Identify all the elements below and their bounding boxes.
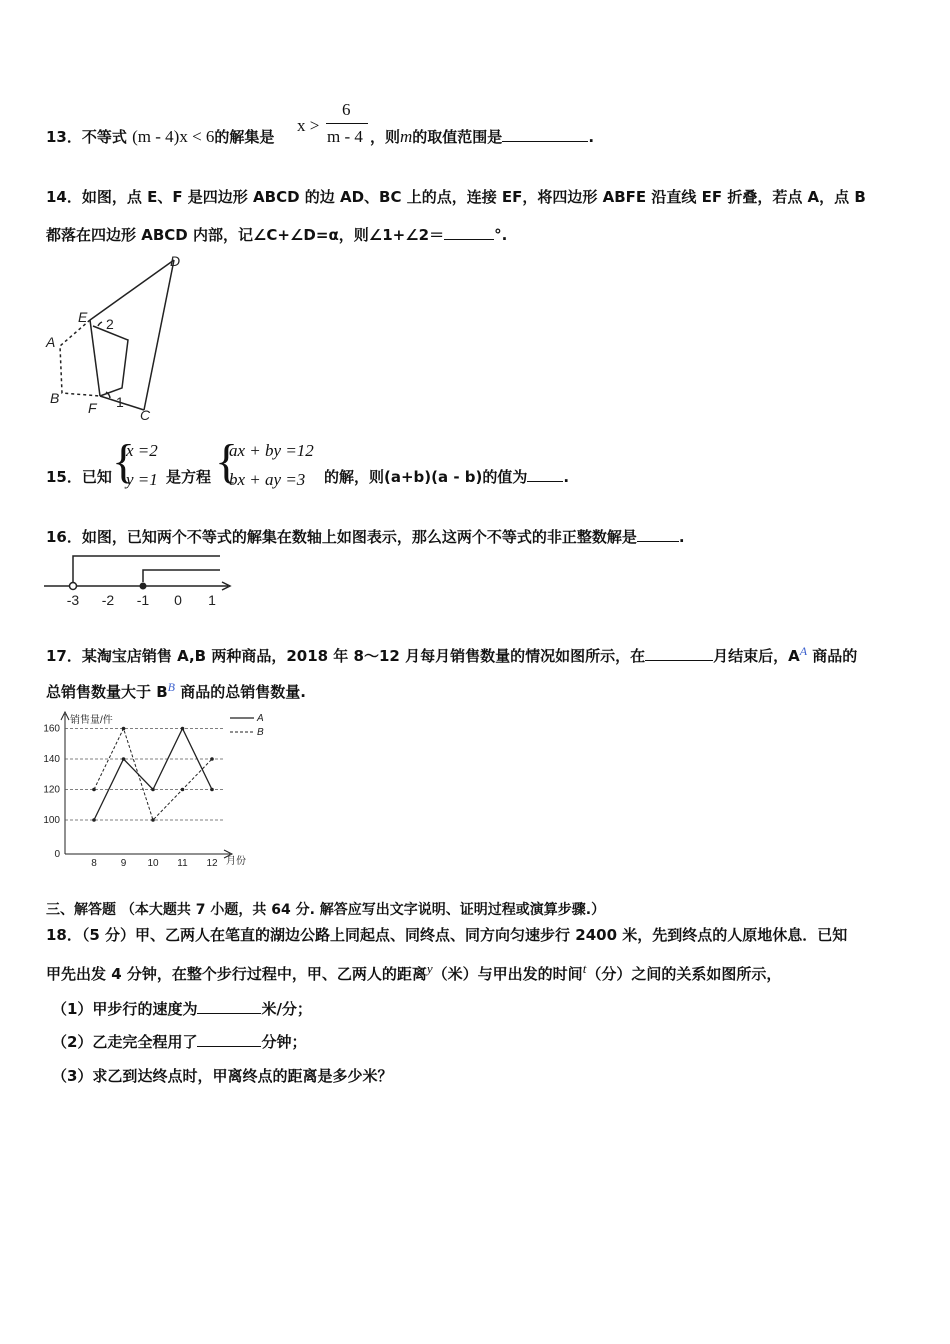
q17-line-2 bbox=[46, 680, 306, 702]
edge-DC bbox=[144, 260, 174, 410]
q15-system2-eq2: bx + ay =3 bbox=[229, 470, 306, 489]
q18-line-1: 18．（5 分）甲、乙两人在笔直的湖边公路上同起点、同终点、同方向匀速步行 2400 米，先到终点的人原地休息．已知 bbox=[46, 926, 848, 944]
y-tick-label-0: 0 bbox=[54, 849, 60, 860]
q13-tail bbox=[370, 126, 594, 147]
q16-text: 16．如图，已知两个不等式的解集在数轴上如图表示，那么这两个不等式的非正整数解是 bbox=[46, 528, 637, 546]
series-A-line bbox=[94, 729, 212, 821]
series-A-point-12 bbox=[210, 788, 214, 792]
x-tick-label-8: 8 bbox=[91, 858, 97, 869]
q17-text-1a: 17．某淘宝店销售 A,B 两种商品，2018 年 8～12 月每月销售数量的情况如图所示，在 bbox=[46, 647, 646, 665]
x-tick-label-10: 10 bbox=[147, 858, 159, 869]
q16-number-line bbox=[40, 550, 240, 610]
q18-part-1-unit: 米/分； bbox=[261, 1000, 312, 1018]
q18-part-1-text: （1）甲步行的速度为 bbox=[52, 1000, 198, 1018]
q13-fraction-numerator: 6 bbox=[342, 100, 351, 119]
question-13 bbox=[46, 126, 274, 147]
q13-text-1: 不等式 bbox=[81, 128, 127, 146]
q15-system2-eq1: ax + by =12 bbox=[229, 441, 314, 460]
tick-label-1: 1 bbox=[208, 592, 216, 608]
q18-part-2-unit: 分钟； bbox=[261, 1033, 307, 1051]
q16-answer-blank[interactable] bbox=[637, 527, 679, 542]
q13-solution-lhs: x > bbox=[297, 116, 320, 135]
q13-var-m: m bbox=[400, 127, 413, 146]
solution-set-1-bracket bbox=[73, 556, 220, 582]
edge-ED bbox=[90, 260, 174, 320]
section-3-heading: 三、解答题 （本大题共 7 小题，共 64 分. 解答应写出文字说明、证明过程或演算步骤.） bbox=[46, 902, 606, 918]
q17-sup-a: A bbox=[799, 644, 808, 658]
y-tick-label-160: 160 bbox=[43, 723, 60, 735]
label-D: D bbox=[170, 253, 181, 269]
original-edges-dashed bbox=[60, 320, 100, 396]
series-A-point-9 bbox=[122, 757, 126, 761]
q15-number: 15．已知 bbox=[46, 468, 112, 486]
q18-text-2c: （分）之间的关系如图所示， bbox=[586, 965, 782, 983]
q15-brace-1: { bbox=[112, 435, 136, 488]
x-tick-label-9: 9 bbox=[120, 858, 127, 869]
x-axis-label: 月份 bbox=[226, 856, 246, 867]
q15-system1-eq1: x =2 bbox=[126, 441, 158, 460]
q13-text-3: ，则 bbox=[370, 128, 401, 146]
solution-set-2-bracket bbox=[143, 570, 220, 582]
q18-var-t: t bbox=[582, 961, 587, 976]
q13-end: . bbox=[588, 128, 595, 146]
y-axis-label: 销售量/件 bbox=[70, 715, 113, 726]
q14-text-2b: °. bbox=[494, 226, 508, 244]
label-B: B bbox=[50, 390, 60, 406]
q15-end: . bbox=[563, 468, 570, 486]
x-tick-label-11: 11 bbox=[177, 858, 188, 869]
q13-inequality: (m - 4)x < 6 bbox=[132, 127, 215, 146]
label-1: 1 bbox=[116, 394, 124, 410]
label-C: C bbox=[140, 407, 151, 423]
q17-text-1c: 商品的 bbox=[812, 647, 858, 665]
q15-system1-eq2: y =1 bbox=[126, 470, 158, 489]
q14-line-1: 14．如图，点 E、F 是四边形 ABCD 的边 AD、BC 上的点，连接 EF，将四边形 ABFE 沿直线 EF 折叠，若点 A，点 B bbox=[46, 188, 866, 206]
q17-sales-line-chart bbox=[40, 706, 280, 872]
q17-text-2a: 总销售数量大于 B bbox=[46, 683, 168, 701]
q14-line-2 bbox=[46, 224, 507, 245]
label-E: E bbox=[78, 309, 88, 325]
edge-EF bbox=[90, 320, 100, 396]
label-F: F bbox=[88, 400, 97, 416]
x-tick-label-12: 12 bbox=[206, 858, 218, 869]
tick-label--2: -2 bbox=[101, 592, 115, 608]
label-A: A bbox=[46, 334, 56, 350]
q13-fraction-bar bbox=[326, 123, 368, 124]
q13-text-4: 的取值范围是 bbox=[412, 128, 503, 146]
series-A-point-10 bbox=[151, 788, 155, 792]
q14-quadrilateral-figure bbox=[40, 250, 200, 425]
series-B-point-11 bbox=[181, 788, 185, 792]
q16-line bbox=[46, 526, 685, 547]
q18-part-1-blank[interactable] bbox=[197, 999, 261, 1014]
q18-part-2-blank[interactable] bbox=[197, 1032, 261, 1047]
series-B-point-9 bbox=[122, 727, 126, 731]
legend-label-b: B bbox=[257, 727, 264, 738]
open-point-minus-3 bbox=[70, 583, 77, 590]
q17-sup-b: B bbox=[167, 680, 175, 694]
series-A-point-11 bbox=[181, 727, 185, 731]
angle-2-arc bbox=[98, 322, 102, 326]
series-B-point-10 bbox=[151, 818, 155, 822]
tick-label--3: -3 bbox=[66, 592, 80, 608]
q18-text-2a: 甲先出发 4 分钟，在整个步行过程中，甲、乙两人的距离 bbox=[46, 965, 427, 983]
q16-end: . bbox=[678, 528, 685, 546]
q14-text-2a: 都落在四边形 ABCD 内部，记∠C+∠D=α，则∠1+∠2＝ bbox=[46, 226, 445, 244]
q18-line-2 bbox=[46, 961, 781, 984]
q17-text-2b: 商品的总销售数量. bbox=[175, 683, 306, 701]
q14-answer-blank[interactable] bbox=[444, 225, 494, 240]
q13-number: 13． bbox=[46, 128, 82, 146]
q15-text-mid: 是方程 bbox=[166, 468, 212, 486]
q13-fraction-denominator: m - 4 bbox=[327, 127, 363, 146]
q17-text-1b: 月结束后，A bbox=[713, 647, 800, 665]
q15-brace-2: { bbox=[215, 435, 239, 488]
closed-point-minus-1 bbox=[140, 583, 147, 590]
q13-text-2: 的解集是 bbox=[214, 128, 275, 146]
q15-answer-blank[interactable] bbox=[527, 467, 563, 482]
tick-label-0: 0 bbox=[174, 592, 182, 608]
y-tick-label-100: 100 bbox=[43, 815, 60, 826]
q13-answer-blank[interactable] bbox=[502, 127, 588, 142]
legend-label-a: A bbox=[257, 713, 264, 724]
label-2: 2 bbox=[106, 316, 114, 332]
series-B-point-8 bbox=[92, 788, 96, 792]
y-tick-label-140: 140 bbox=[43, 754, 60, 765]
q18-part-2-text: （2）乙走完全程用了 bbox=[52, 1033, 198, 1051]
series-B-point-12 bbox=[210, 757, 214, 761]
q18-part-2 bbox=[52, 1031, 306, 1052]
q18-part-3: （3）求乙到达终点时，甲离终点的距离是多少米？ bbox=[52, 1067, 393, 1085]
q18-var-y: y bbox=[426, 961, 433, 976]
q18-text-2b: （米）与甲出发的时间 bbox=[432, 965, 583, 983]
q15-text-end: 的解，则(a+b)(a - b)的值为 bbox=[324, 468, 528, 486]
q17-answer-blank[interactable] bbox=[645, 646, 713, 661]
tick-label--1: -1 bbox=[136, 592, 150, 608]
series-A-point-8 bbox=[92, 818, 96, 822]
q17-line-1 bbox=[46, 644, 857, 666]
series-B-line bbox=[94, 729, 212, 821]
q15-tail bbox=[324, 466, 569, 487]
q18-part-1 bbox=[52, 998, 312, 1019]
y-tick-label-120: 120 bbox=[43, 784, 60, 796]
